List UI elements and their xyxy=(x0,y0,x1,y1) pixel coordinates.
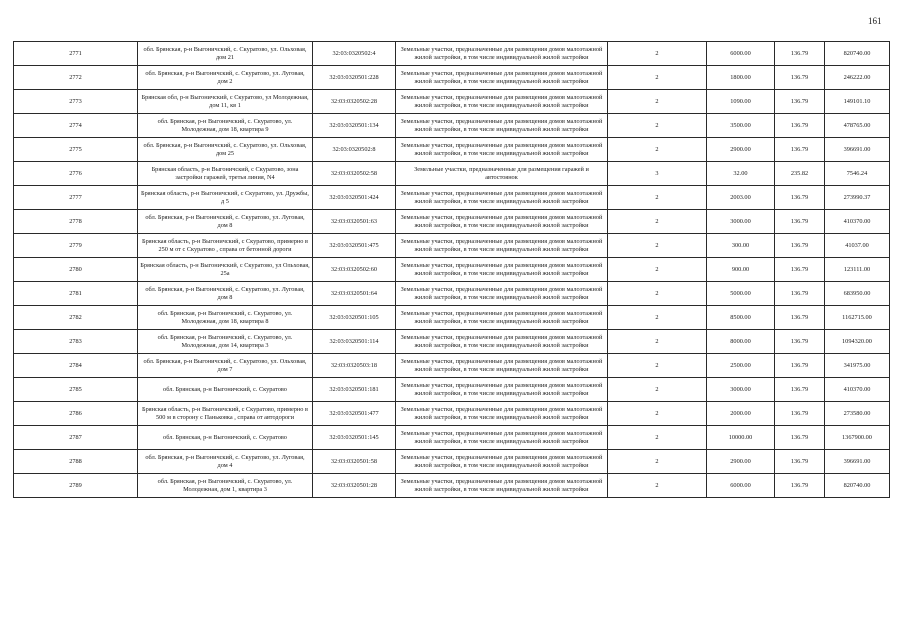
cadastral-number-cell: 32:03:0320503:18 xyxy=(313,354,396,378)
row-number-cell: 2780 xyxy=(14,258,138,282)
cadastral-value-cell: 410370.00 xyxy=(825,210,890,234)
row-number-cell: 2772 xyxy=(14,66,138,90)
address-cell: обл. Брянская, р-н Выгоничский, с. Скуратово, ул. Молодежная, дом 14, квартира 3 xyxy=(138,330,313,354)
cadastral-value-cell: 273580.00 xyxy=(825,402,890,426)
cadastral-number-cell: 32:03:0320502:28 xyxy=(313,90,396,114)
cadastral-value-cell: 478765.00 xyxy=(825,114,890,138)
rate-cell: 136.79 xyxy=(775,66,825,90)
group-cell: 2 xyxy=(608,258,707,282)
table-row xyxy=(14,426,890,450)
cadastral-value-cell: 820740.00 xyxy=(825,42,890,66)
cadastral-number-cell: 32:03:0320501:105 xyxy=(313,306,396,330)
area-cell: 900.00 xyxy=(707,258,775,282)
group-cell: 2 xyxy=(608,474,707,498)
area-cell: 10000.00 xyxy=(707,426,775,450)
address-cell: обл. Брянская, р-н Выгоничский, с. Скуратово, ул. Луговая, дом 8 xyxy=(138,210,313,234)
address-cell: обл. Брянская, р-н Выгоничский, с. Скуратово, ул. Молодежная, дом 18, квартира 8 xyxy=(138,306,313,330)
row-number-cell: 2778 xyxy=(14,210,138,234)
table-row xyxy=(14,282,890,306)
area-cell: 2003.00 xyxy=(707,186,775,210)
table-row xyxy=(14,186,890,210)
cadastral-number-cell: 32:03:0320501:228 xyxy=(313,66,396,90)
row-number-cell: 2773 xyxy=(14,90,138,114)
cadastral-value-cell: 41037.00 xyxy=(825,234,890,258)
cadastral-value-cell: 683950.00 xyxy=(825,282,890,306)
area-cell: 2000.00 xyxy=(707,402,775,426)
address-cell: обл. Брянская, р-н Выгоничский, с. Скуратово, ул. Луговая, дом 2 xyxy=(138,66,313,90)
rate-cell: 136.79 xyxy=(775,378,825,402)
area-cell: 5000.00 xyxy=(707,282,775,306)
cadastral-value-cell: 7546.24 xyxy=(825,162,890,186)
cadastral-number-cell: 32:03:0320502:60 xyxy=(313,258,396,282)
table-row xyxy=(14,306,890,330)
group-cell: 2 xyxy=(608,402,707,426)
rate-cell: 136.79 xyxy=(775,402,825,426)
rate-cell: 136.79 xyxy=(775,234,825,258)
group-cell: 2 xyxy=(608,234,707,258)
land-use-cell: Земельные участки, предназначенные для размещения домов малоэтажной жилой застройки, в том числе индивидуальной жилой застройки xyxy=(396,210,608,234)
area-cell: 3000.00 xyxy=(707,210,775,234)
land-use-cell: Земельные участки, предназначенные для размещения домов малоэтажной жилой застройки, в том числе индивидуальной жилой застройки xyxy=(396,66,608,90)
table-row xyxy=(14,378,890,402)
land-use-cell: Земельные участки, предназначенные для размещения домов малоэтажной жилой застройки, в том числе индивидуальной жилой застройки xyxy=(396,234,608,258)
land-use-cell: Земельные участки, предназначенные для размещения домов малоэтажной жилой застройки, в том числе индивидуальной жилой застройки xyxy=(396,282,608,306)
row-number-cell: 2783 xyxy=(14,330,138,354)
group-cell: 2 xyxy=(608,426,707,450)
address-cell: Брянская область, р-н Выгоничский, с Скуратово, зона застройки гаражей, третья линия, N4 xyxy=(138,162,313,186)
area-cell: 2900.00 xyxy=(707,450,775,474)
group-cell: 2 xyxy=(608,210,707,234)
area-cell: 8500.00 xyxy=(707,306,775,330)
area-cell: 2900.00 xyxy=(707,138,775,162)
page-number: 161 xyxy=(868,16,882,26)
area-cell: 3000.00 xyxy=(707,378,775,402)
table-row xyxy=(14,210,890,234)
address-cell: обл. Брянская, р-н Выгоничский, с. Скуратово, ул. Молодежная, дом 18, квартира 9 xyxy=(138,114,313,138)
address-cell: Брянская обл, р-н Выгоничский, с Скуратово, ул Молодежная, дом 11, кв 1 xyxy=(138,90,313,114)
row-number-cell: 2789 xyxy=(14,474,138,498)
address-cell: Брянская область, р-н Выгоничский, с Скуратово, примерно в 500 м в сторону с Паньковка , справа от автодороги xyxy=(138,402,313,426)
land-use-cell: Земельные участки, предназначенные для размещения домов малоэтажной жилой застройки, в том числе индивидуальной жилой застройки xyxy=(396,450,608,474)
rate-cell: 136.79 xyxy=(775,210,825,234)
group-cell: 2 xyxy=(608,306,707,330)
group-cell: 3 xyxy=(608,162,707,186)
land-use-cell: Земельные участки, предназначенные для размещения гаражей и автостоянок xyxy=(396,162,608,186)
table-row xyxy=(14,114,890,138)
group-cell: 2 xyxy=(608,90,707,114)
land-use-cell: Земельные участки, предназначенные для размещения домов малоэтажной жилой застройки, в том числе индивидуальной жилой застройки xyxy=(396,186,608,210)
address-cell: обл. Брянская, р-н Выгоничский, с. Скуратово xyxy=(138,426,313,450)
rate-cell: 136.79 xyxy=(775,90,825,114)
area-cell: 6000.00 xyxy=(707,42,775,66)
row-number-cell: 2787 xyxy=(14,426,138,450)
cadastral-number-cell: 32:03:0320501:134 xyxy=(313,114,396,138)
address-cell: обл. Брянская, р-н Выгоничский, с. Скуратово, ул. Ольховая, дом 25 xyxy=(138,138,313,162)
land-use-cell: Земельные участки, предназначенные для размещения домов малоэтажной жилой застройки, в том числе индивидуальной жилой застройки xyxy=(396,426,608,450)
land-use-cell: Земельные участки, предназначенные для размещения домов малоэтажной жилой застройки, в том числе индивидуальной жилой застройки xyxy=(396,138,608,162)
row-number-cell: 2784 xyxy=(14,354,138,378)
cadastral-number-cell: 32:03:0320501:63 xyxy=(313,210,396,234)
rate-cell: 136.79 xyxy=(775,282,825,306)
cadastral-number-cell: 32:03:0320501:145 xyxy=(313,426,396,450)
rate-cell: 235.82 xyxy=(775,162,825,186)
table-row xyxy=(14,234,890,258)
rate-cell: 136.79 xyxy=(775,42,825,66)
land-use-cell: Земельные участки, предназначенные для размещения домов малоэтажной жилой застройки, в том числе индивидуальной жилой застройки xyxy=(396,354,608,378)
land-use-cell: Земельные участки, предназначенные для размещения домов малоэтажной жилой застройки, в том числе индивидуальной жилой застройки xyxy=(396,42,608,66)
table-row xyxy=(14,330,890,354)
row-number-cell: 2785 xyxy=(14,378,138,402)
cadastral-number-cell: 32:03:0320501:64 xyxy=(313,282,396,306)
row-number-cell: 2781 xyxy=(14,282,138,306)
rate-cell: 136.79 xyxy=(775,114,825,138)
rate-cell: 136.79 xyxy=(775,138,825,162)
table-row xyxy=(14,450,890,474)
table-row xyxy=(14,66,890,90)
row-number-cell: 2777 xyxy=(14,186,138,210)
area-cell: 6000.00 xyxy=(707,474,775,498)
row-number-cell: 2775 xyxy=(14,138,138,162)
rate-cell: 136.79 xyxy=(775,354,825,378)
table-row xyxy=(14,138,890,162)
cadastral-value-cell: 1162715.00 xyxy=(825,306,890,330)
table-row xyxy=(14,474,890,498)
group-cell: 2 xyxy=(608,66,707,90)
table-row xyxy=(14,162,890,186)
row-number-cell: 2776 xyxy=(14,162,138,186)
area-cell: 3500.00 xyxy=(707,114,775,138)
area-cell: 300.00 xyxy=(707,234,775,258)
land-use-cell: Земельные участки, предназначенные для размещения домов малоэтажной жилой застройки, в том числе индивидуальной жилой застройки xyxy=(396,474,608,498)
row-number-cell: 2774 xyxy=(14,114,138,138)
cadastral-value-cell: 273990.37 xyxy=(825,186,890,210)
land-use-cell: Земельные участки, предназначенные для размещения домов малоэтажной жилой застройки, в том числе индивидуальной жилой застройки xyxy=(396,306,608,330)
cadastral-number-cell: 32:03:0320501:58 xyxy=(313,450,396,474)
group-cell: 2 xyxy=(608,138,707,162)
cadastral-number-cell: 32:03:0320501:114 xyxy=(313,330,396,354)
area-cell: 2500.00 xyxy=(707,354,775,378)
table-row xyxy=(14,402,890,426)
cadastral-value-cell: 820740.00 xyxy=(825,474,890,498)
row-number-cell: 2771 xyxy=(14,42,138,66)
group-cell: 2 xyxy=(608,42,707,66)
table-row xyxy=(14,258,890,282)
group-cell: 2 xyxy=(608,450,707,474)
cadastral-number-cell: 32:03:0320501:424 xyxy=(313,186,396,210)
group-cell: 2 xyxy=(608,186,707,210)
cadastral-value-cell: 246222.00 xyxy=(825,66,890,90)
area-cell: 8000.00 xyxy=(707,330,775,354)
table-row xyxy=(14,354,890,378)
row-number-cell: 2779 xyxy=(14,234,138,258)
land-use-cell: Земельные участки, предназначенные для размещения домов малоэтажной жилой застройки, в том числе индивидуальной жилой застройки xyxy=(396,402,608,426)
address-cell: обл. Брянская, р-н Выгоничский, с. Скуратово, ул. Ольховая, дом 7 xyxy=(138,354,313,378)
group-cell: 2 xyxy=(608,378,707,402)
area-cell: 1090.00 xyxy=(707,90,775,114)
table-row xyxy=(14,42,890,66)
land-use-cell: Земельные участки, предназначенные для размещения домов малоэтажной жилой застройки, в том числе индивидуальной жилой застройки xyxy=(396,258,608,282)
register-body xyxy=(14,42,890,498)
cadastral-value-cell: 396691.00 xyxy=(825,450,890,474)
rate-cell: 136.79 xyxy=(775,450,825,474)
land-use-cell: Земельные участки, предназначенные для размещения домов малоэтажной жилой застройки, в том числе индивидуальной жилой застройки xyxy=(396,378,608,402)
cadastral-value-cell: 1094320.00 xyxy=(825,330,890,354)
rate-cell: 136.79 xyxy=(775,258,825,282)
cadastral-value-cell: 341975.00 xyxy=(825,354,890,378)
rate-cell: 136.79 xyxy=(775,330,825,354)
cadastral-value-cell: 123111.00 xyxy=(825,258,890,282)
group-cell: 2 xyxy=(608,282,707,306)
address-cell: обл. Брянская, р-н Выгоничский, с. Скуратово, ул. Луговая, дом 4 xyxy=(138,450,313,474)
cadastral-number-cell: 32:03:0320501:477 xyxy=(313,402,396,426)
land-use-cell: Земельные участки, предназначенные для размещения домов малоэтажной жилой застройки, в том числе индивидуальной жилой застройки xyxy=(396,330,608,354)
address-cell: обл. Брянская, р-н Выгоничский, с. Скуратово xyxy=(138,378,313,402)
group-cell: 2 xyxy=(608,114,707,138)
rate-cell: 136.79 xyxy=(775,474,825,498)
cadastral-value-cell: 1367900.00 xyxy=(825,426,890,450)
rate-cell: 136.79 xyxy=(775,426,825,450)
row-number-cell: 2782 xyxy=(14,306,138,330)
address-cell: Брянская область, р-н Выгоничский, с Скуратово, примерно в 250 м от с Скуратово , справа от бетонной дороги xyxy=(138,234,313,258)
land-use-cell: Земельные участки, предназначенные для размещения домов малоэтажной жилой застройки, в том числе индивидуальной жилой застройки xyxy=(396,114,608,138)
rate-cell: 136.79 xyxy=(775,186,825,210)
area-cell: 1800.00 xyxy=(707,66,775,90)
group-cell: 2 xyxy=(608,354,707,378)
cadastral-number-cell: 32:03:0320501:28 xyxy=(313,474,396,498)
address-cell: Брянская область, р-н Выгоничский, с Скуратово, ул Ольховая, 25а xyxy=(138,258,313,282)
table-row xyxy=(14,90,890,114)
area-cell: 32.00 xyxy=(707,162,775,186)
land-use-cell: Земельные участки, предназначенные для размещения домов малоэтажной жилой застройки, в том числе индивидуальной жилой застройки xyxy=(396,90,608,114)
cadastral-number-cell: 32:03:0320502:58 xyxy=(313,162,396,186)
address-cell: обл. Брянская, р-н Выгоничский, с. Скуратово, ул. Луговая, дом 8 xyxy=(138,282,313,306)
cadastral-number-cell: 32:03:0320502:4 xyxy=(313,42,396,66)
land-register-table xyxy=(13,41,890,498)
address-cell: обл. Брянская, р-н Выгоничский, с. Скуратово, ул. Ольховая, дом 21 xyxy=(138,42,313,66)
address-cell: Брянская область, р-н Выгоничский, с Скуратово, ул. Дружбы, д 5 xyxy=(138,186,313,210)
row-number-cell: 2786 xyxy=(14,402,138,426)
cadastral-value-cell: 410370.00 xyxy=(825,378,890,402)
rate-cell: 136.79 xyxy=(775,306,825,330)
cadastral-number-cell: 32:03:0320501:475 xyxy=(313,234,396,258)
cadastral-value-cell: 396691.00 xyxy=(825,138,890,162)
row-number-cell: 2788 xyxy=(14,450,138,474)
cadastral-number-cell: 32:03:0320501:181 xyxy=(313,378,396,402)
group-cell: 2 xyxy=(608,330,707,354)
address-cell: обл. Брянская, р-н Выгоничский, с. Скуратово, ул. Молодежная, дом 1, квартира 3 xyxy=(138,474,313,498)
cadastral-value-cell: 149101.10 xyxy=(825,90,890,114)
cadastral-number-cell: 32:03:0320502:8 xyxy=(313,138,396,162)
